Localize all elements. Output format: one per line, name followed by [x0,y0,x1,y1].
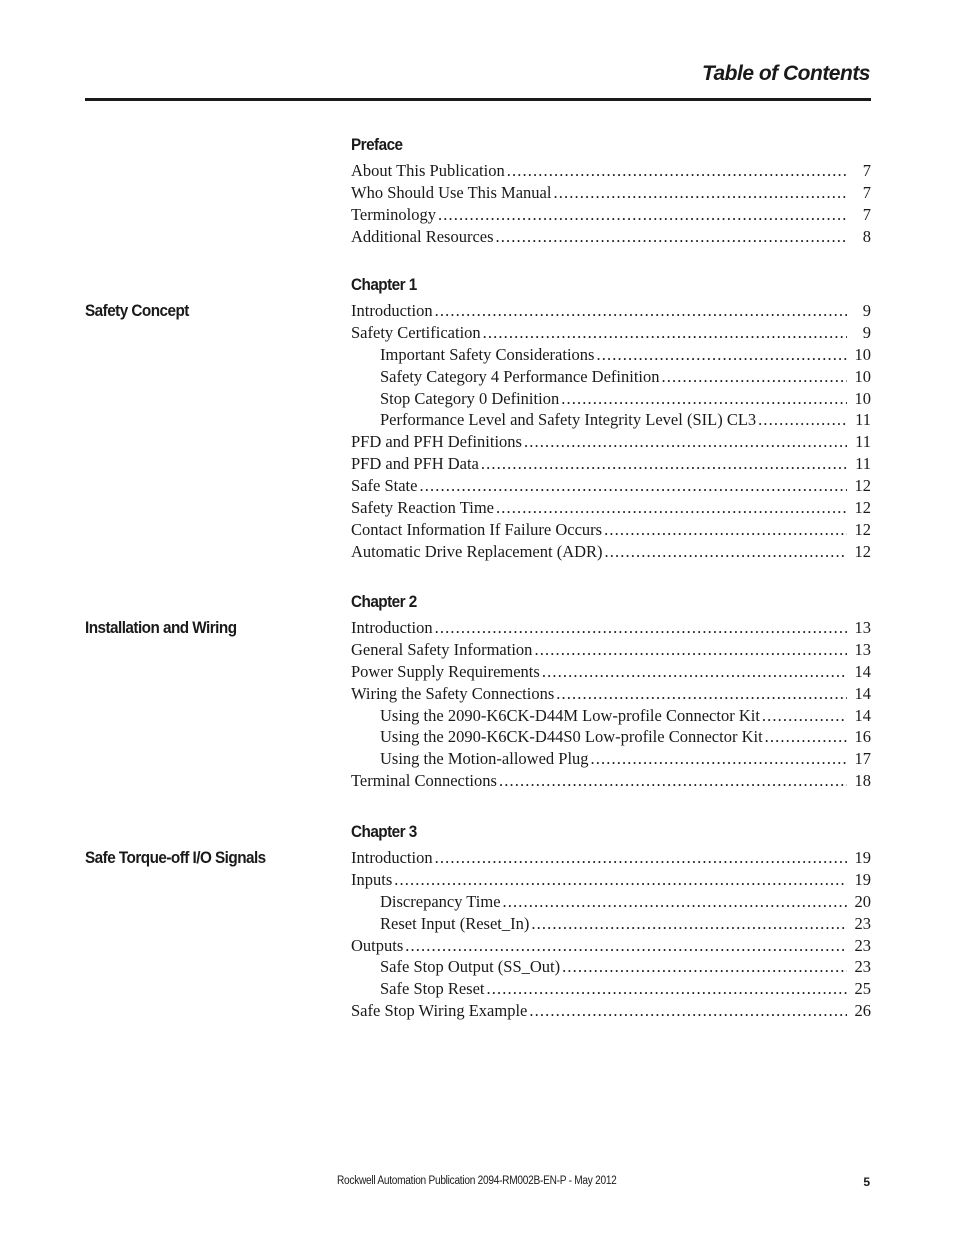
toc-entry-label: Introduction [351,848,433,867]
dot-leader [591,748,847,770]
toc-entry[interactable] [351,431,871,453]
toc-entry-label: Introduction [351,618,433,637]
toc-entry-label: PFD and PFH Data [351,454,479,474]
section-heading: Preface [351,135,403,154]
toc-entry-list [351,300,871,563]
dot-leader [496,226,847,248]
toc-entry-label: Power Supply Requirements [351,661,540,681]
toc-entry-label: Safe Stop Wiring Example [351,1001,528,1021]
toc-entry-label: Outputs [351,935,404,955]
dot-leader [542,661,847,683]
toc-entry[interactable] [351,869,871,891]
toc-entry[interactable] [351,226,871,248]
dot-leader [503,891,847,913]
toc-entry[interactable] [351,956,871,978]
toc-entry[interactable] [351,344,871,366]
toc-entry-label: Reset Input (Reset_In) [380,913,530,933]
toc-entry-label: Safety Certification [351,322,481,342]
toc-entry-page: 10 [854,344,871,364]
toc-entry-page: 25 [854,979,871,999]
toc-entry-page: 14 [854,661,871,681]
toc-entry[interactable] [351,409,871,431]
dot-leader [435,300,847,322]
toc-entry-page: 16 [854,727,871,747]
toc-entry[interactable] [351,639,871,661]
dot-leader [438,204,847,226]
dot-leader [419,475,847,497]
toc-entry-label: Wiring the Safety Connections [351,683,555,703]
dot-leader [556,683,847,705]
toc-entry-page: 7 [862,204,871,224]
toc-entry[interactable] [351,1000,871,1022]
toc-entry-page: 20 [854,891,871,911]
dot-leader [435,847,847,869]
toc-entry[interactable] [351,847,871,869]
toc-entry[interactable] [351,182,871,204]
toc-entry-page: 19 [854,869,871,889]
dot-leader [394,869,847,891]
dot-leader [561,388,847,410]
toc-entry[interactable] [351,683,871,705]
dot-leader [481,453,847,475]
dot-leader [507,160,847,182]
toc-entry-page: 9 [862,301,871,320]
dot-leader [758,409,847,431]
toc-entry-label: Additional Resources [351,226,494,246]
dot-leader [499,770,847,792]
toc-entry-page: 23 [854,935,871,955]
dot-leader [534,639,847,661]
toc-entry-page: 17 [854,749,871,769]
toc-entry[interactable] [351,705,871,727]
toc-entry-label: About This Publication [351,161,505,180]
toc-entry-label: Automatic Drive Replacement (ADR) [351,541,603,561]
footer-page-number: 5 [863,1175,870,1189]
section-heading: Chapter 1 [351,275,417,294]
toc-entry-page: 14 [854,683,871,703]
toc-entry-label: Safety Category 4 Performance Definition [380,366,660,386]
toc-entry-page: 12 [854,476,871,496]
toc-entry-page: 11 [855,410,871,430]
toc-entry-label: PFD and PFH Definitions [351,432,522,452]
toc-entry-page: 12 [854,519,871,539]
chapter-title: Safe Torque-off I/O Signals [85,848,266,867]
toc-entry[interactable] [351,388,871,410]
toc-entry[interactable] [351,160,871,182]
toc-entry-list [351,160,871,248]
toc-entry-label: Introduction [351,301,433,320]
toc-entry[interactable] [351,726,871,748]
toc-entry-label: Using the 2090-K6CK-D44M Low-profile Connector Kit [380,705,760,725]
toc-entry[interactable] [351,497,871,519]
dot-leader [531,913,847,935]
toc-entry-page: 14 [854,705,871,725]
toc-entry-label: Inputs [351,869,393,889]
toc-entry-list [351,617,871,792]
dot-leader [405,935,847,957]
toc-entry-page: 9 [862,322,871,342]
toc-entry-label: Safe Stop Output (SS_Out) [380,957,561,977]
toc-entry-label: Discrepancy Time [380,891,501,911]
dot-leader [529,1000,847,1022]
dot-leader [604,519,847,541]
dot-leader [762,705,847,727]
dot-leader [605,541,847,563]
toc-entry-label: Using the Motion-allowed Plug [380,749,589,769]
toc-entry[interactable] [351,770,871,792]
dot-leader [553,182,847,204]
toc-entry-page: 12 [854,498,871,518]
toc-entry-page: 7 [862,182,871,202]
dot-leader [662,366,848,388]
toc-entry-label: Important Safety Considerations [380,344,595,364]
toc-entry-page: 11 [855,454,871,474]
chapter-title: Safety Concept [85,301,189,320]
toc-entry[interactable] [351,978,871,1000]
toc-entry[interactable] [351,204,871,226]
toc-entry-page: 13 [854,618,871,637]
toc-entry[interactable] [351,913,871,935]
toc-entry[interactable] [351,891,871,913]
toc-entry-page: 26 [854,1001,871,1021]
dot-leader [487,978,848,1000]
section-heading: Chapter 3 [351,822,417,841]
toc-entry[interactable] [351,748,871,770]
toc-entry-label: General Safety Information [351,639,533,659]
section-heading: Chapter 2 [351,592,417,611]
page-title: Table of Contents [701,62,870,85]
dot-leader [524,431,847,453]
toc-entry[interactable] [351,453,871,475]
dot-leader [765,726,847,748]
dot-leader [483,322,847,344]
footer-publication: Rockwell Automation Publication 2094-RM002B-EN-P - May 2012 [337,1175,617,1187]
toc-entry-label: Safe Stop Reset [380,979,485,999]
toc-entry[interactable] [351,300,871,322]
toc-entry-label: Who Should Use This Manual [351,182,552,202]
toc-entry[interactable] [351,935,871,957]
toc-entry-page: 23 [854,957,871,977]
toc-entry-page: 12 [854,541,871,561]
header-rule [85,98,871,101]
toc-entry-page: 11 [855,432,871,452]
toc-entry-page: 8 [862,226,871,246]
toc-entry-page: 18 [854,771,871,791]
toc-entry-page: 10 [854,388,871,408]
toc-entry-label: Safety Reaction Time [351,498,494,518]
toc-entry-label: Terminal Connections [351,771,497,791]
toc-entry[interactable] [351,541,871,563]
toc-entry[interactable] [351,519,871,541]
toc-entry-page: 10 [854,366,871,386]
toc-entry[interactable] [351,366,871,388]
toc-entry-list [351,847,871,1022]
dot-leader [435,617,847,639]
toc-entry-page: 7 [862,161,871,180]
toc-entry-label: Terminology [351,204,436,224]
toc-entry[interactable] [351,617,871,639]
dot-leader [596,344,847,366]
toc-entry-page: 13 [854,639,871,659]
dot-leader [496,497,847,519]
toc-entry-label: Contact Information If Failure Occurs [351,519,603,539]
toc-entry[interactable] [351,322,871,344]
toc-entry-label: Stop Category 0 Definition [380,388,560,408]
toc-entry-label: Performance Level and Safety Integrity Level (SIL) CL3 [380,410,757,430]
toc-entry[interactable] [351,661,871,683]
dot-leader [562,956,847,978]
toc-entry[interactable] [351,475,871,497]
toc-entry-page: 19 [854,848,871,867]
chapter-title: Installation and Wiring [85,618,237,637]
toc-entry-label: Safe State [351,476,418,496]
toc-entry-page: 23 [854,913,871,933]
toc-entry-label: Using the 2090-K6CK-D44S0 Low-profile Connector Kit [380,727,763,747]
